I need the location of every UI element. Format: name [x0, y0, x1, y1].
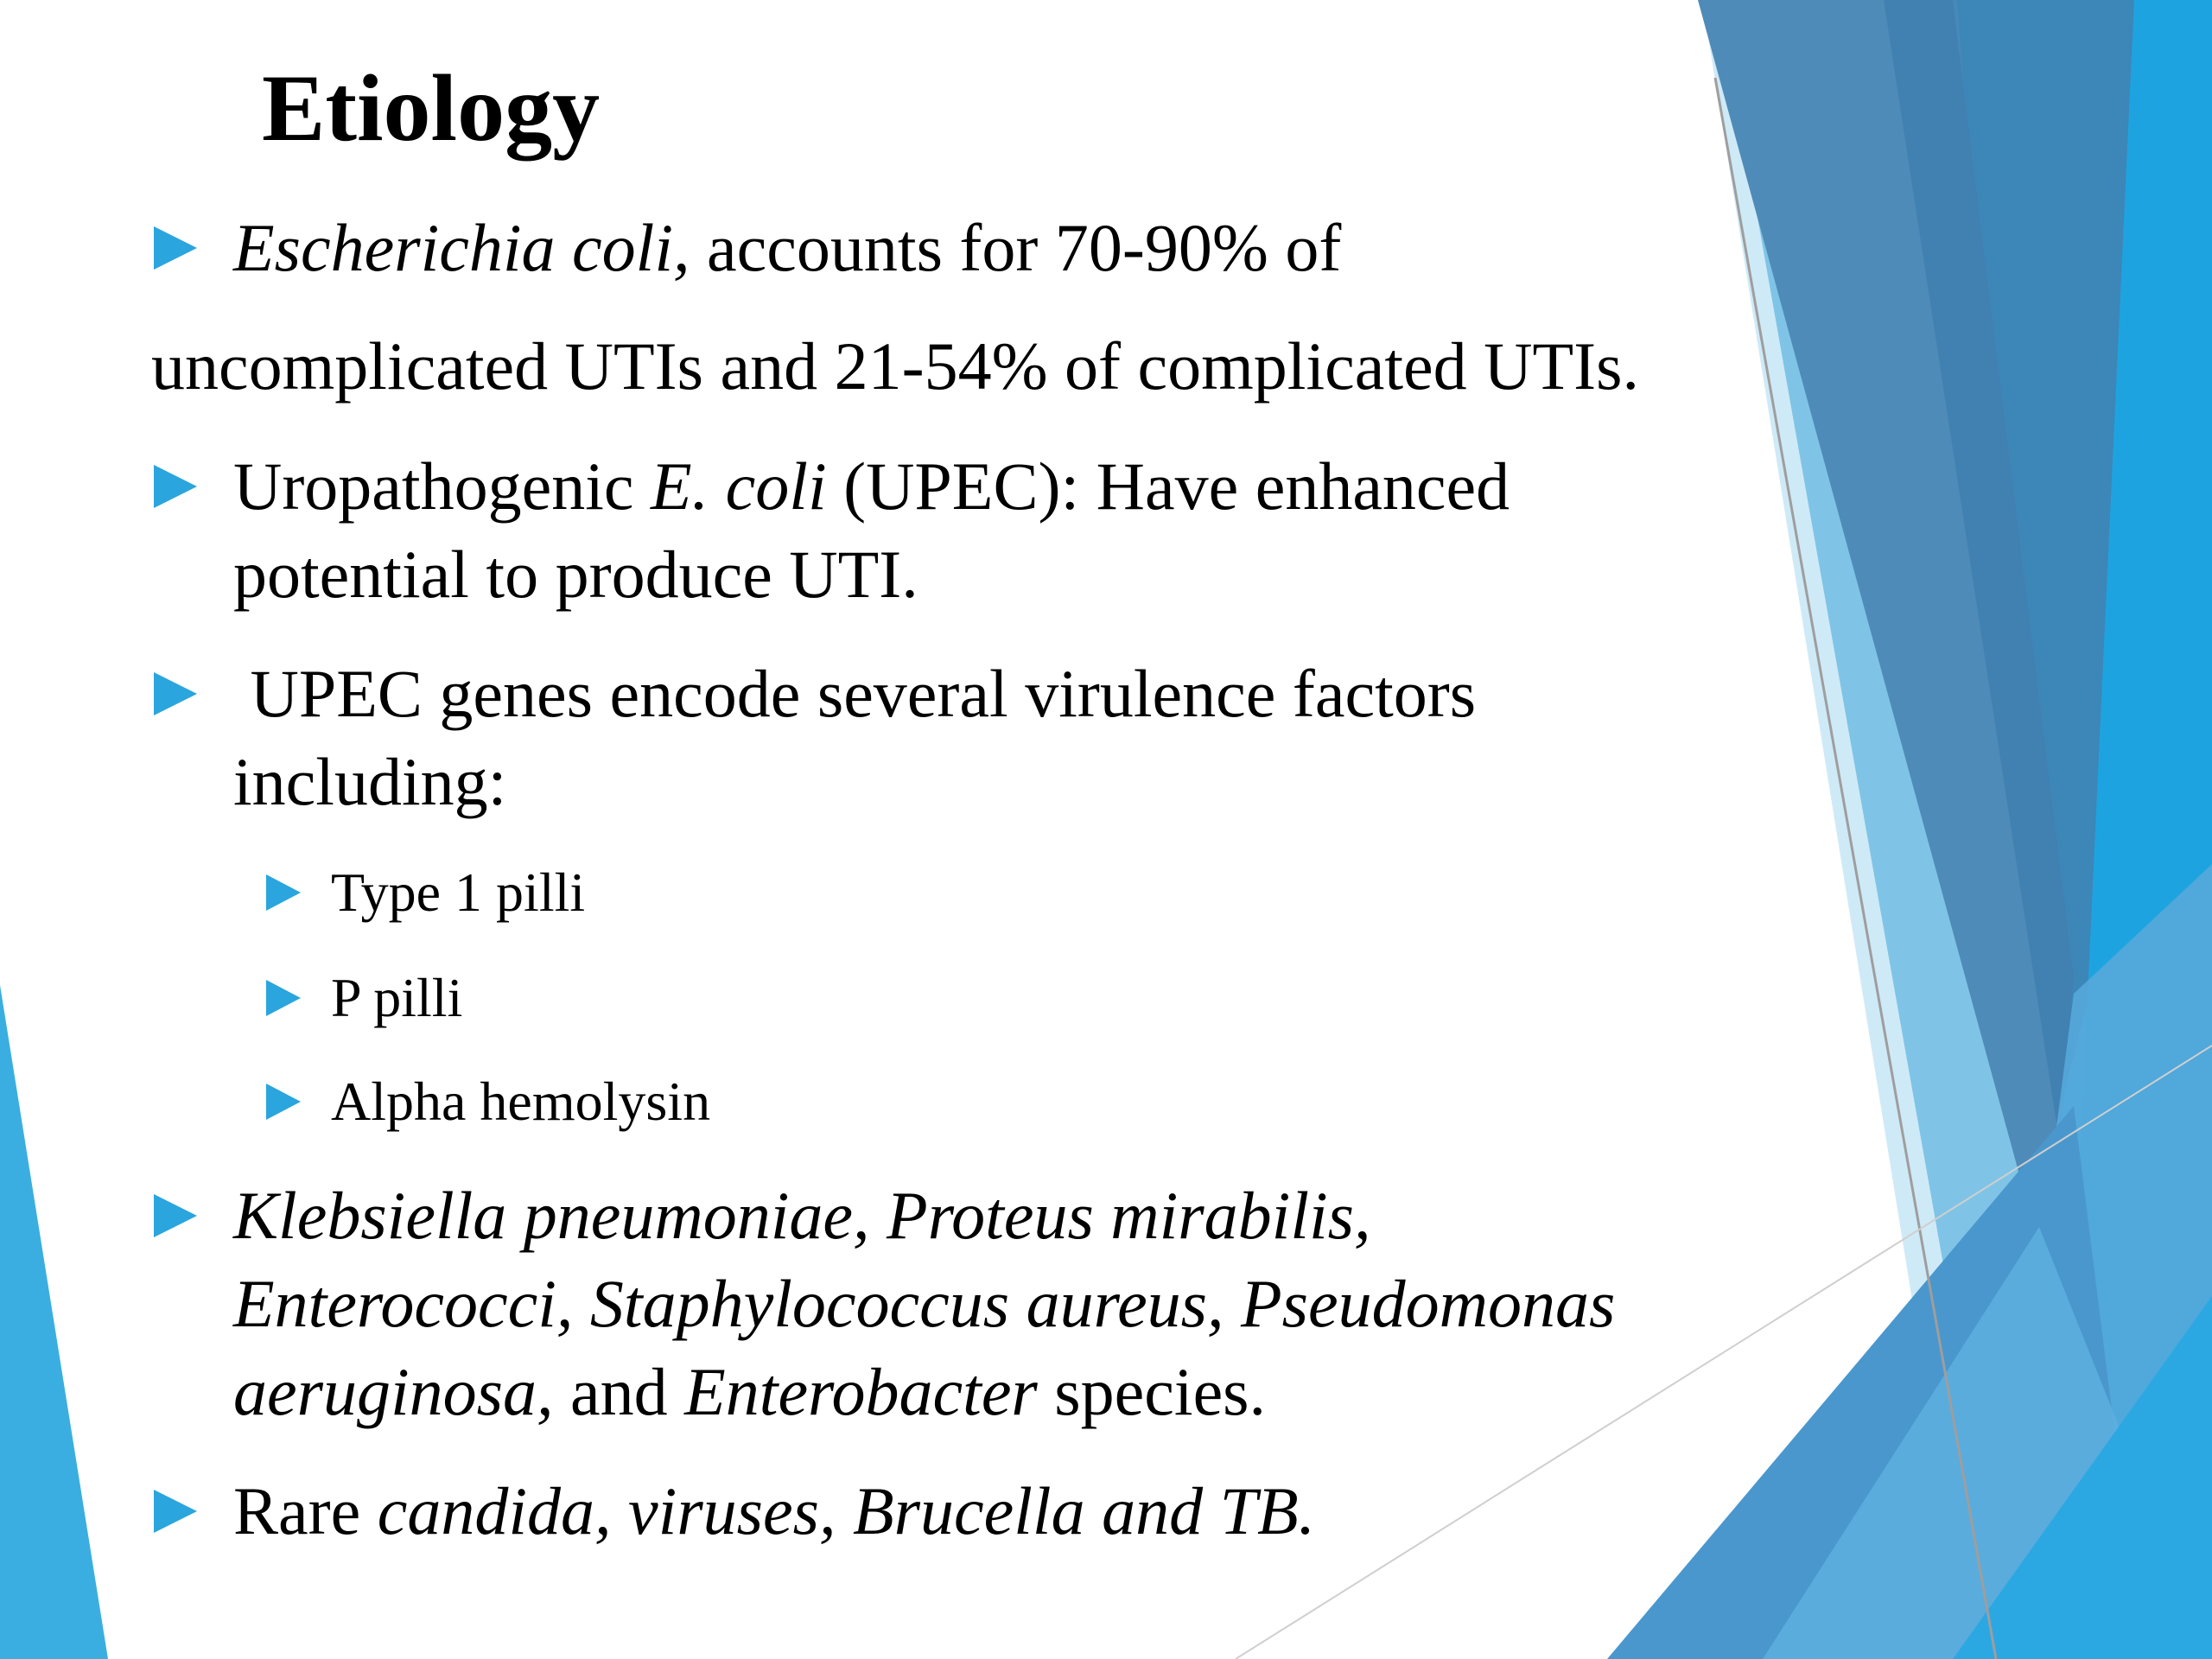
bullet-5-line-1: [233, 1466, 1315, 1556]
text: species.: [1037, 1354, 1267, 1429]
text: potential to produce UTI.: [233, 537, 918, 612]
bullet-1-line-1: [233, 203, 1341, 293]
bullet-4-line-1: [233, 1171, 1371, 1261]
text: including:: [233, 744, 507, 819]
text: Uropathogenic: [233, 448, 652, 524]
bullet-marker-5: [154, 1490, 197, 1533]
sub-item-1: Type 1 pilli: [331, 861, 586, 923]
bullet-marker-2: [154, 465, 197, 508]
text: and: [553, 1354, 685, 1429]
bullet-1-line-2: [151, 321, 1639, 411]
text-italic: Enterobacter: [684, 1354, 1038, 1429]
text-italic: Escherichia coli,: [233, 210, 690, 285]
text-italic: aeruginosa,: [233, 1354, 554, 1429]
text: UPEC genes encode several virulence factors: [233, 656, 1477, 731]
bullet-marker-3: [154, 672, 197, 715]
sub-item-2: P pilli: [331, 967, 463, 1028]
text-italic: candida, viruses, Brucella and TB.: [377, 1473, 1316, 1548]
bullet-4-line-3: [233, 1347, 1266, 1437]
bullet-3-line-2: [233, 737, 506, 827]
text: uncomplicated UTIs and 21-54% of complicated UTIs.: [151, 328, 1639, 404]
bullet-3-line-1: [233, 649, 1476, 739]
sub-item-3: Alpha hemolysin: [331, 1071, 711, 1132]
text-italic: Klebsiella pneumoniae, Proteus mirabilis,: [233, 1178, 1371, 1253]
bullet-marker-4: [154, 1194, 197, 1237]
sub-bullet-marker-3: [266, 1084, 301, 1120]
text: Rare: [233, 1473, 378, 1548]
text-italic: E. coli: [651, 448, 827, 524]
bullet-2-line-1: [233, 442, 1510, 531]
bullet-2-line-2: [233, 530, 918, 620]
slide-title: Etiology: [262, 55, 601, 161]
text: accounts for 70-90% of: [690, 210, 1342, 285]
bullet-marker-1: [154, 226, 197, 270]
text: (UPEC): Have enhanced: [826, 448, 1510, 524]
bullet-4-line-2: [233, 1259, 1615, 1349]
text-italic: Enterococci, Staphylococcus aureus, Pseudomonas: [233, 1266, 1616, 1341]
sub-bullet-marker-2: [266, 980, 301, 1016]
sub-bullet-marker-1: [266, 874, 301, 911]
